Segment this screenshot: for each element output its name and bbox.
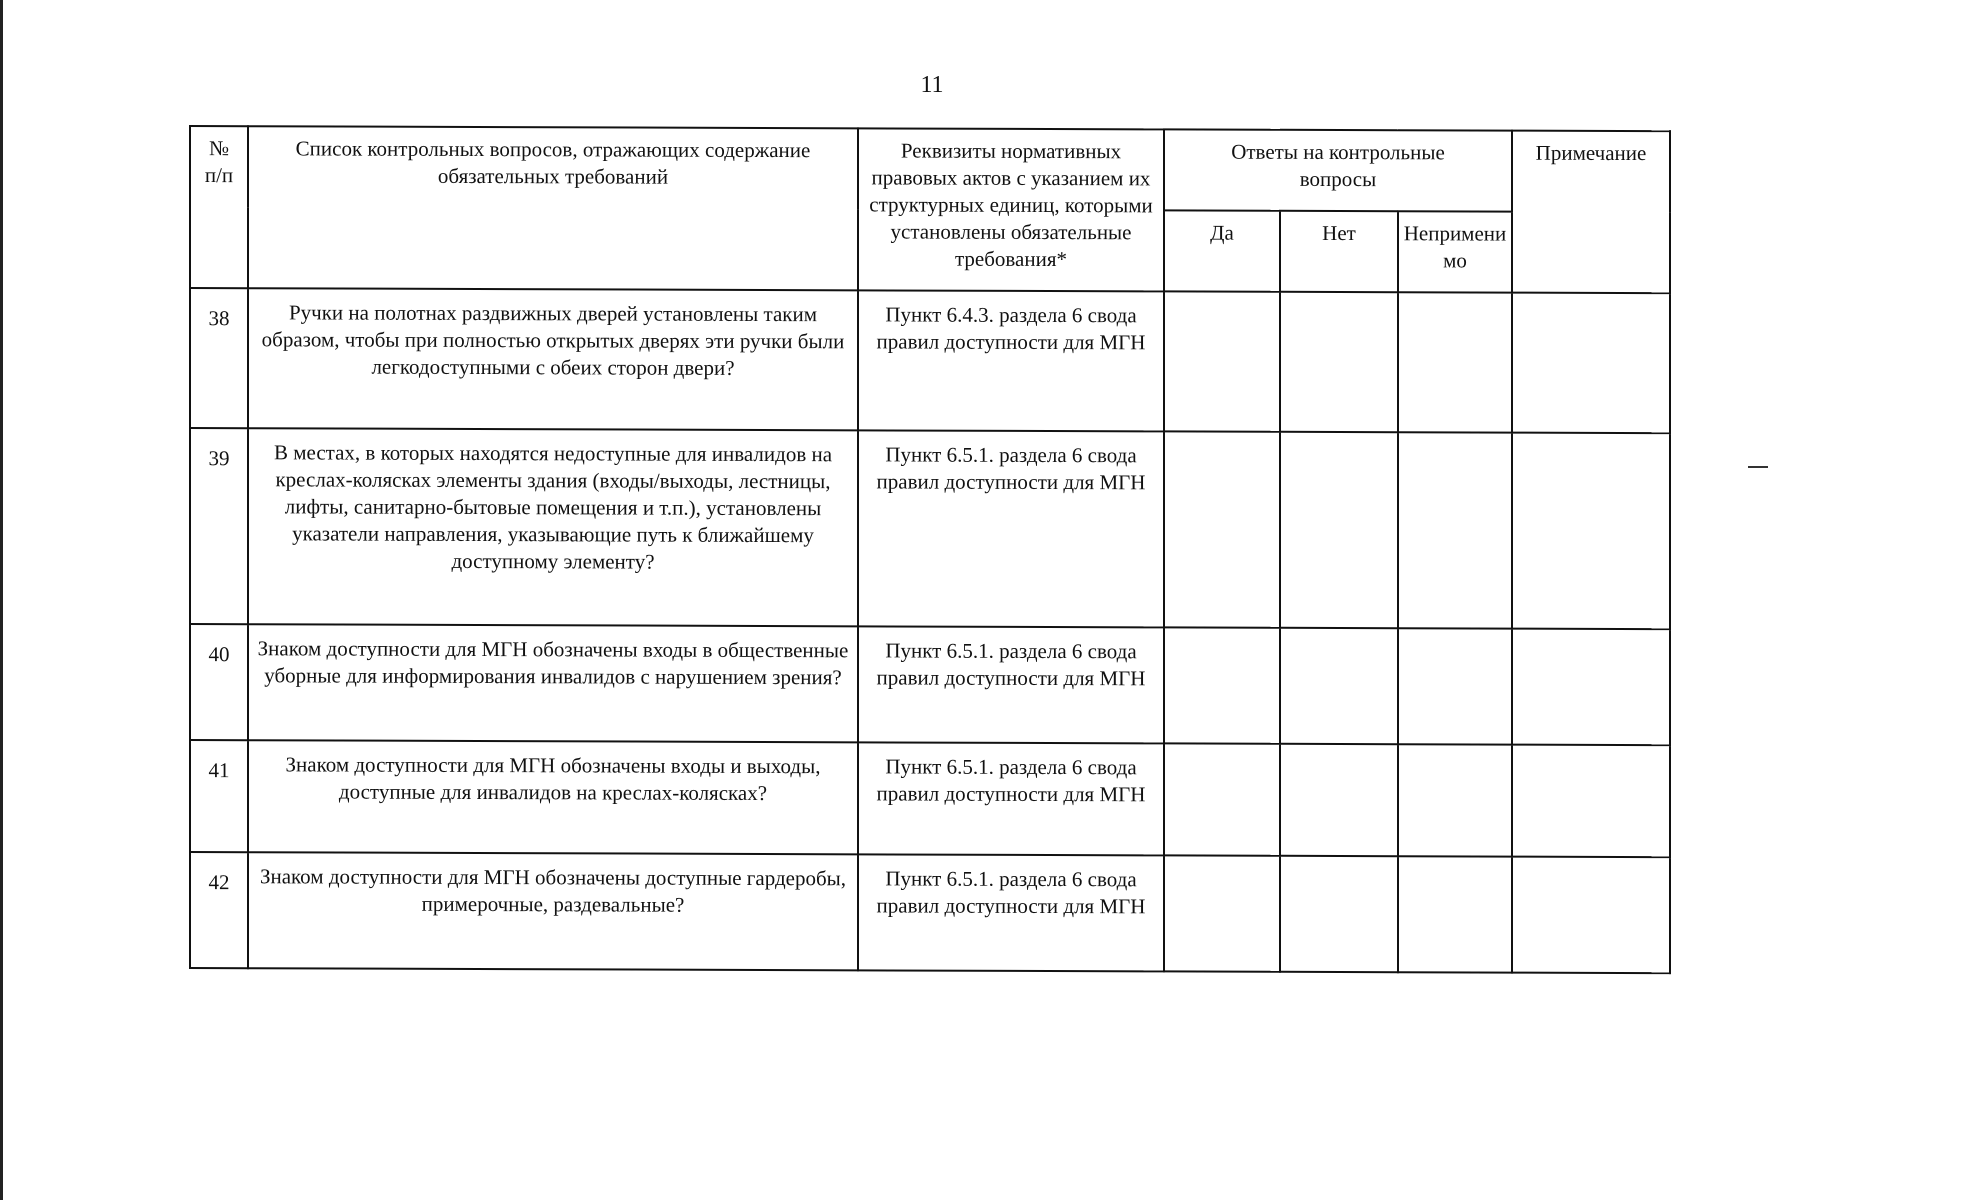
- answer-no-cell[interactable]: [1280, 628, 1398, 744]
- header-num: № п/п: [190, 126, 248, 288]
- header-yes: Да: [1164, 210, 1280, 291]
- row-question: Знаком доступности для МГН обозначены входы в общественные уборные для информирования инвалидов с нарушением зрения?: [248, 624, 858, 742]
- answer-yes-cell[interactable]: [1164, 431, 1280, 627]
- note-cell[interactable]: [1512, 745, 1670, 858]
- answer-yes-cell[interactable]: [1164, 627, 1280, 743]
- note-cell[interactable]: [1512, 433, 1670, 630]
- table-row: [190, 624, 1670, 745]
- header-answers: Ответы на контрольные вопросы: [1164, 129, 1512, 211]
- answer-no-cell[interactable]: [1280, 432, 1398, 628]
- row-question: В местах, в которых находятся недоступные для инвалидов на креслах-колясках элементы здания (входы/выходы, лестницы, лифты, санитарно-бытовые помещения и т.п.), установлены указатели направления, указывающие путь к ближайшему доступному элементу?: [248, 428, 858, 626]
- row-number: 42: [190, 852, 248, 968]
- table-row: [190, 740, 1670, 857]
- table-row: [190, 288, 1670, 433]
- answer-no-cell[interactable]: [1280, 744, 1398, 856]
- table-row: [190, 428, 1670, 629]
- note-cell[interactable]: [1512, 857, 1670, 974]
- table-row: [190, 852, 1670, 973]
- row-question: Ручки на полотнах раздвижных дверей установлены таким образом, чтобы при полностью открытых дверях эти ручки были легкодоступными с обеих сторон двери?: [248, 288, 858, 430]
- row-number: 39: [190, 428, 248, 624]
- header-requisites: [858, 128, 1164, 291]
- row-question: Знаком доступности для МГН обозначены входы и выходы, доступные для инвалидов на креслах-колясках?: [248, 740, 858, 854]
- row-reference: Пункт 6.4.3. раздела 6 свода правил доступности для МГН: [858, 290, 1164, 431]
- note-cell[interactable]: [1512, 293, 1670, 434]
- row-reference: Пункт 6.5.1. раздела 6 свода правил доступности для МГН: [858, 626, 1164, 743]
- answer-na-cell[interactable]: [1398, 432, 1512, 628]
- header-questions: Список контрольных вопросов, отражающих содержание обязательных требований: [248, 126, 858, 290]
- row-question: Знаком доступности для МГН обозначены доступные гардеробы, примерочные, раздевальные?: [248, 852, 858, 970]
- row-reference: Пункт 6.5.1. раздела 6 свода правил доступности для МГН: [858, 854, 1164, 971]
- row-number: 41: [190, 740, 248, 852]
- row-number: 38: [190, 288, 248, 428]
- answer-na-cell[interactable]: [1398, 744, 1512, 856]
- answer-na-cell[interactable]: [1398, 628, 1512, 744]
- row-reference: Пункт 6.5.1. раздела 6 свода правил доступности для МГН: [858, 430, 1164, 627]
- scan-left-edge: [0, 0, 3, 1200]
- header-requisites-text: Реквизиты нормативных правовых актов с указанием их структурных единиц, которыми установлены обязательные требования*: [869, 138, 1153, 272]
- note-cell[interactable]: [1512, 629, 1670, 746]
- answer-no-cell[interactable]: [1280, 292, 1398, 432]
- header-no: Нет: [1280, 211, 1398, 292]
- answer-yes-cell[interactable]: [1164, 743, 1280, 855]
- row-reference: Пункт 6.5.1. раздела 6 свода правил доступности для МГН: [858, 742, 1164, 855]
- answer-yes-cell[interactable]: [1164, 291, 1280, 431]
- margin-dash: [1748, 466, 1768, 468]
- header-note: Примечание: [1512, 131, 1670, 294]
- answer-yes-cell[interactable]: [1164, 855, 1280, 971]
- answer-na-cell[interactable]: [1398, 292, 1512, 432]
- page-number: 11: [920, 72, 944, 98]
- checklist-table: [189, 125, 1671, 974]
- row-number: 40: [190, 624, 248, 740]
- answer-na-cell[interactable]: [1398, 856, 1512, 972]
- answer-no-cell[interactable]: [1280, 856, 1398, 972]
- header-not-applicable: Неприменимо: [1398, 211, 1512, 292]
